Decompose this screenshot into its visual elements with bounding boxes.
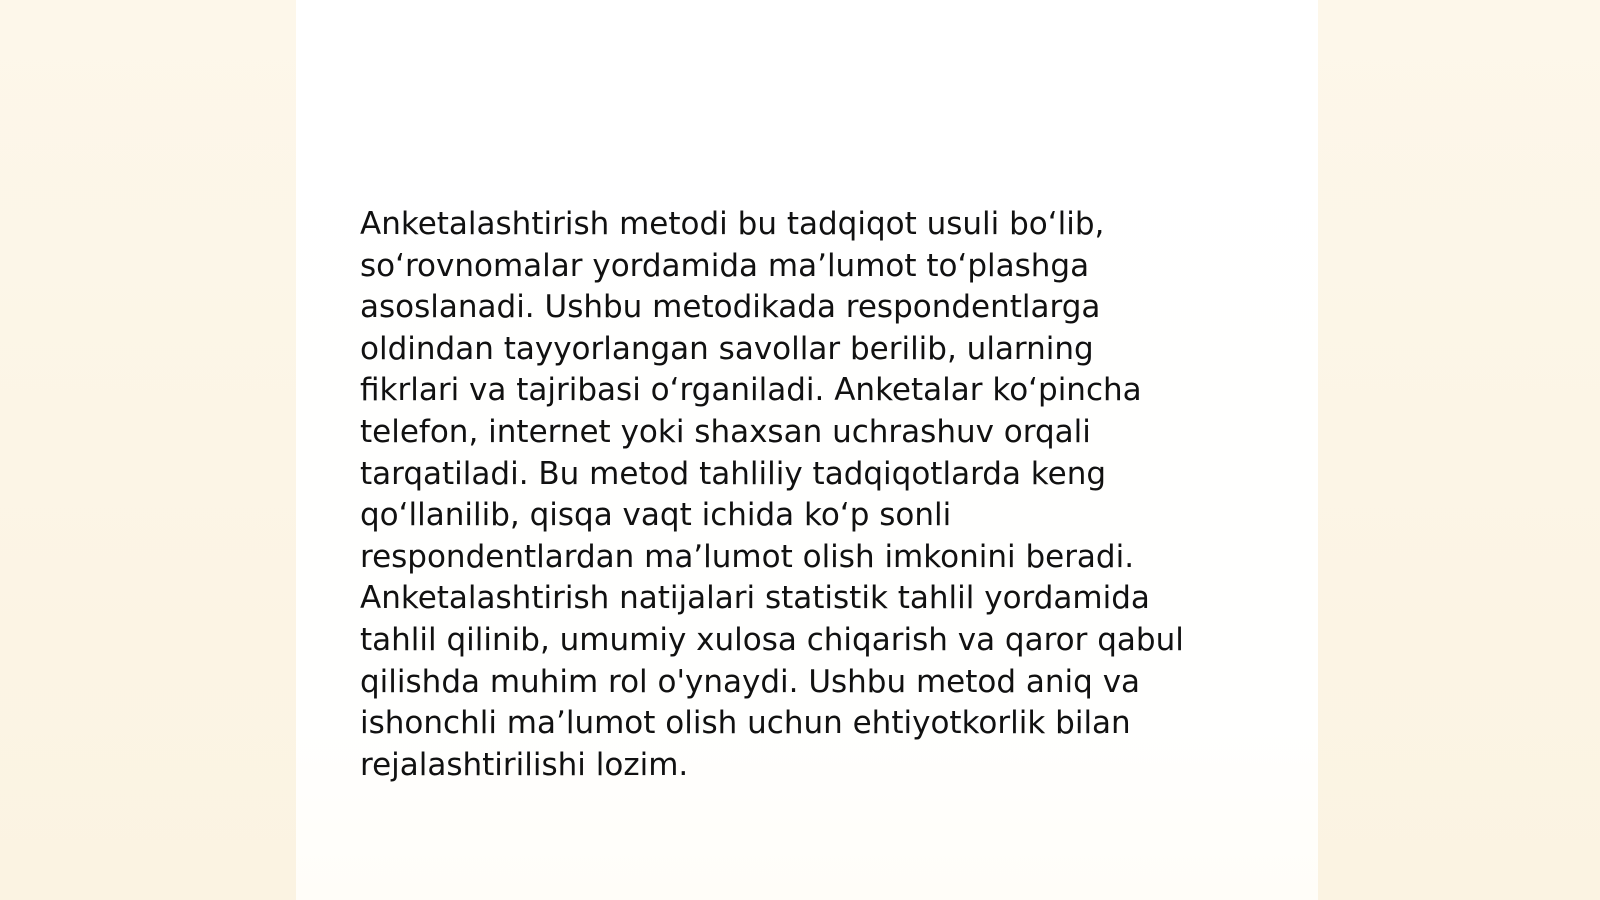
- paragraph-line: Anketalashtirish natijalari statistik tahlil yordamida: [360, 580, 1150, 617]
- paragraph-line: qilishda muhim rol o'ynaydi. Ushbu metod aniq va: [360, 663, 1141, 700]
- paragraph-line: Anketalashtirish metodi bu tadqiqot usuli boʻlib,: [360, 206, 1105, 242]
- paragraph-line: ishonchli maʼlumot olish uchun ehtiyotkorlik bilan: [360, 705, 1131, 742]
- paragraph-line: fikrlari va tajribasi oʻrganiladi. Anketalar koʻpincha: [360, 372, 1142, 409]
- paragraph-line: rejalashtirilishi lozim.: [360, 746, 689, 783]
- paragraph-line: respondentlardan maʼlumot olish imkonini beradi.: [360, 538, 1135, 575]
- right-margin: [1318, 0, 1600, 900]
- paragraph-line: tarqatiladi. Bu metod tahliliy tadqiqotlarda keng: [360, 455, 1107, 492]
- left-margin: [0, 0, 296, 900]
- paragraph-line: tahlil qilinib, umumiy xulosa chiqarish va qaror qabul: [360, 621, 1184, 658]
- paragraph-line: telefon, internet yoki shaxsan uchrashuv orqali: [360, 413, 1091, 450]
- paragraph-line: oldindan tayyorlangan savollar berilib, ularning: [360, 330, 1094, 367]
- paragraph-line: qoʻllanilib, qisqa vaqt ichida koʻp sonli: [360, 497, 952, 534]
- paragraph-line: asoslanadi. Ushbu metodikada respondentlarga: [360, 289, 1101, 326]
- paragraph-line: soʻrovnomalar yordamida maʼlumot toʻplashga: [360, 247, 1090, 284]
- slide-page: [296, 0, 1318, 900]
- body-paragraph: [360, 204, 1240, 786]
